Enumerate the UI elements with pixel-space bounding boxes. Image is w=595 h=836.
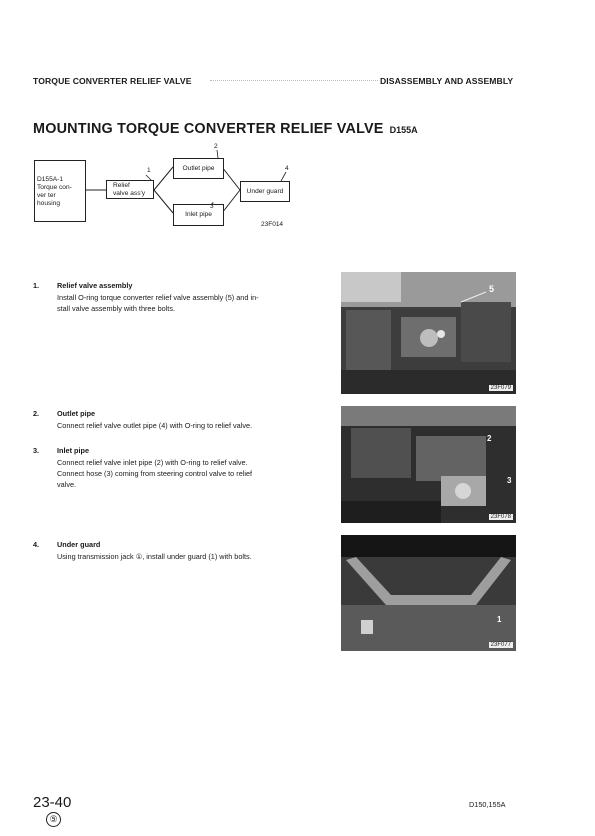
housing-box — [34, 160, 86, 222]
relief-line-2: valve ass'y — [113, 190, 146, 197]
step-2-number: 2. — [33, 409, 40, 418]
photo-relief-valve — [341, 272, 516, 394]
section-header-left: TORQUE CONVERTER RELIEF VALVE — [33, 76, 192, 86]
step-4-number: 4. — [33, 540, 40, 549]
photo-3-callout: 1 — [497, 615, 502, 624]
under-guard-box — [240, 181, 290, 202]
step-1-line-2: stall valve assembly with three bolts. — [57, 304, 176, 313]
callout-1: 1 — [147, 167, 151, 174]
step-1-title: Relief valve assembly — [57, 281, 133, 290]
relief-line-1: Relief — [113, 182, 130, 189]
step-2-title: Outlet pipe — [57, 409, 96, 418]
section-header-right: DISASSEMBLY AND ASSEMBLY — [380, 76, 514, 86]
callout-3: 3 — [210, 203, 214, 210]
outlet-pipe-label: Outlet pipe — [182, 165, 215, 172]
page-number: 23-40 — [33, 794, 72, 811]
title-model: D155A — [389, 125, 418, 135]
revision-mark: ⑤ — [46, 812, 61, 827]
housing-line-2: Torque con- — [37, 184, 72, 191]
step-1-line-1: Install O-ring torque converter relief valve assembly (5) and in- — [57, 293, 259, 302]
photo-pipes — [341, 406, 516, 523]
step-3-line-3: valve. — [57, 480, 77, 489]
photo-1-code: 23F079 — [490, 385, 511, 391]
callout-2: 2 — [214, 143, 218, 150]
step-4-title: Under guard — [57, 540, 101, 549]
step-2-line-1: Connect relief valve outlet pipe (4) with O-ring to relief valve. — [57, 421, 253, 430]
outlet-pipe-box — [173, 158, 224, 179]
relief-valve-box — [106, 180, 154, 199]
step-1-body — [57, 292, 312, 314]
photo-2-code: 23F078 — [490, 514, 511, 520]
under-guard-label: Under guard — [246, 188, 284, 195]
photo-2-illustration — [341, 406, 516, 523]
photo-2-callout-a: 2 — [487, 434, 492, 443]
step-3-number: 3. — [33, 446, 40, 455]
photo-3-illustration — [341, 535, 516, 651]
inlet-pipe-label: Inlet pipe — [185, 211, 212, 218]
diagram-code: 23F014 — [261, 221, 284, 228]
step-3-title: Inlet pipe — [57, 446, 90, 455]
step-3-line-1: Connect relief valve inlet pipe (2) with O-ring to relief valve. — [57, 458, 248, 467]
step-4-body — [57, 551, 312, 562]
photo-under-guard — [341, 535, 516, 651]
step-1-number: 1. — [33, 281, 40, 290]
photo-3-code: 23F077 — [490, 642, 511, 648]
housing-line-3: ver ter — [37, 192, 56, 199]
photo-1-callout: 5 — [489, 284, 495, 294]
step-3-line-2: Connect hose (3) coming from steering control valve to relief — [57, 469, 253, 478]
footer-model: D150,155A — [469, 800, 506, 809]
housing-line-4: housing — [37, 200, 61, 207]
page-title-text: MOUNTING TORQUE CONVERTER RELIEF VALVE — [33, 121, 384, 137]
photo-2-callout-b: 3 — [507, 476, 512, 485]
callout-4: 4 — [285, 165, 289, 172]
header-rule — [210, 80, 378, 82]
page-title — [33, 121, 418, 137]
assembly-flow-diagram — [30, 145, 310, 235]
step-2-body — [57, 420, 312, 431]
step-3-body — [57, 457, 312, 490]
inlet-pipe-box — [173, 204, 224, 226]
step-4-line-1: Using transmission jack ①, install under guard (1) with bolts. — [57, 552, 252, 561]
housing-line-1: D155A-1 — [37, 176, 64, 183]
